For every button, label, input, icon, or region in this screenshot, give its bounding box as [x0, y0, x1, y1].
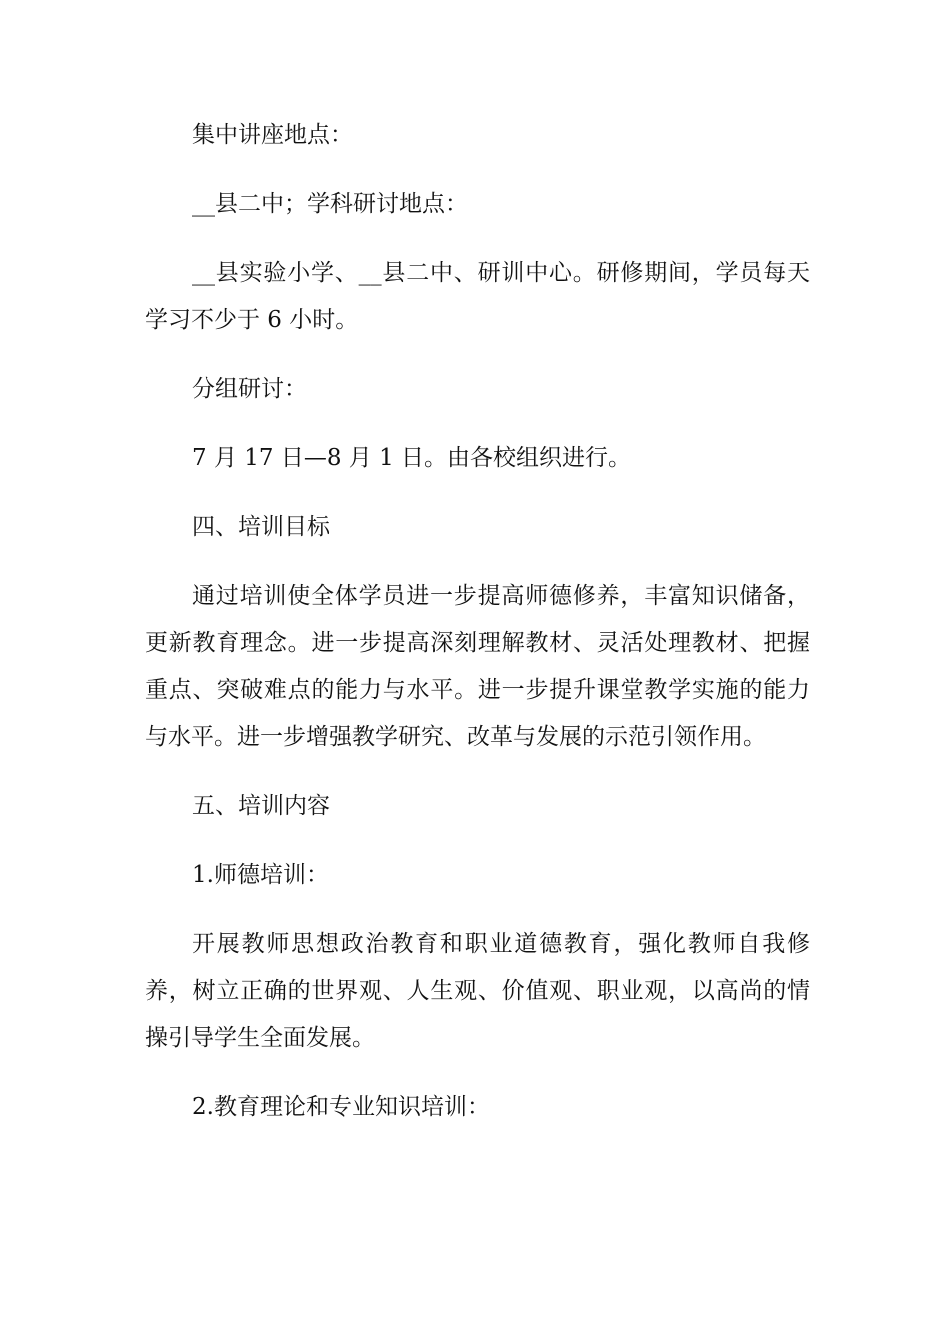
- paragraph-group-discussion-dates: 7 月 17 日—8 月 1 日。由各校组织进行。: [192, 445, 632, 471]
- paragraph-training-goals: 通过培训使全体学员进一步提高师德修养，丰富知识储备，更新教育理念。进一步提高深刻理解教材、灵活处理教材、把握重点、突破难点的能力与水平。进一步提升课堂教学实施的能力与水平。进一步增强教学研究、改革与发展的示范引领作用。: [145, 583, 810, 750]
- subheading-ethics-training: 1.师德培训：: [192, 862, 329, 888]
- subheading-theory-training: 2.教育理论和专业知识培训：: [192, 1094, 490, 1120]
- paragraph-ethics-training: 开展教师思想政治教育和职业道德教育，强化教师自我修养，树立正确的世界观、人生观、价值观、职业观，以高尚的情操引导学生全面发展。: [145, 931, 810, 1051]
- paragraph-lecture-location-label: 集中讲座地点：: [192, 122, 353, 148]
- paragraph-group-discussion-label: 分组研讨：: [192, 376, 307, 402]
- paragraph-seminar-locations: __县实验小学、__县二中、研训中心。研修期间，学员每天学习不少于 6 小时。: [145, 260, 810, 333]
- document-body: [145, 112, 810, 1131]
- section-heading-training-content: 五、培训内容: [192, 793, 330, 819]
- paragraph-lecture-location: __县二中；学科研讨地点：: [192, 191, 468, 217]
- section-heading-training-goals: 四、培训目标: [192, 514, 330, 540]
